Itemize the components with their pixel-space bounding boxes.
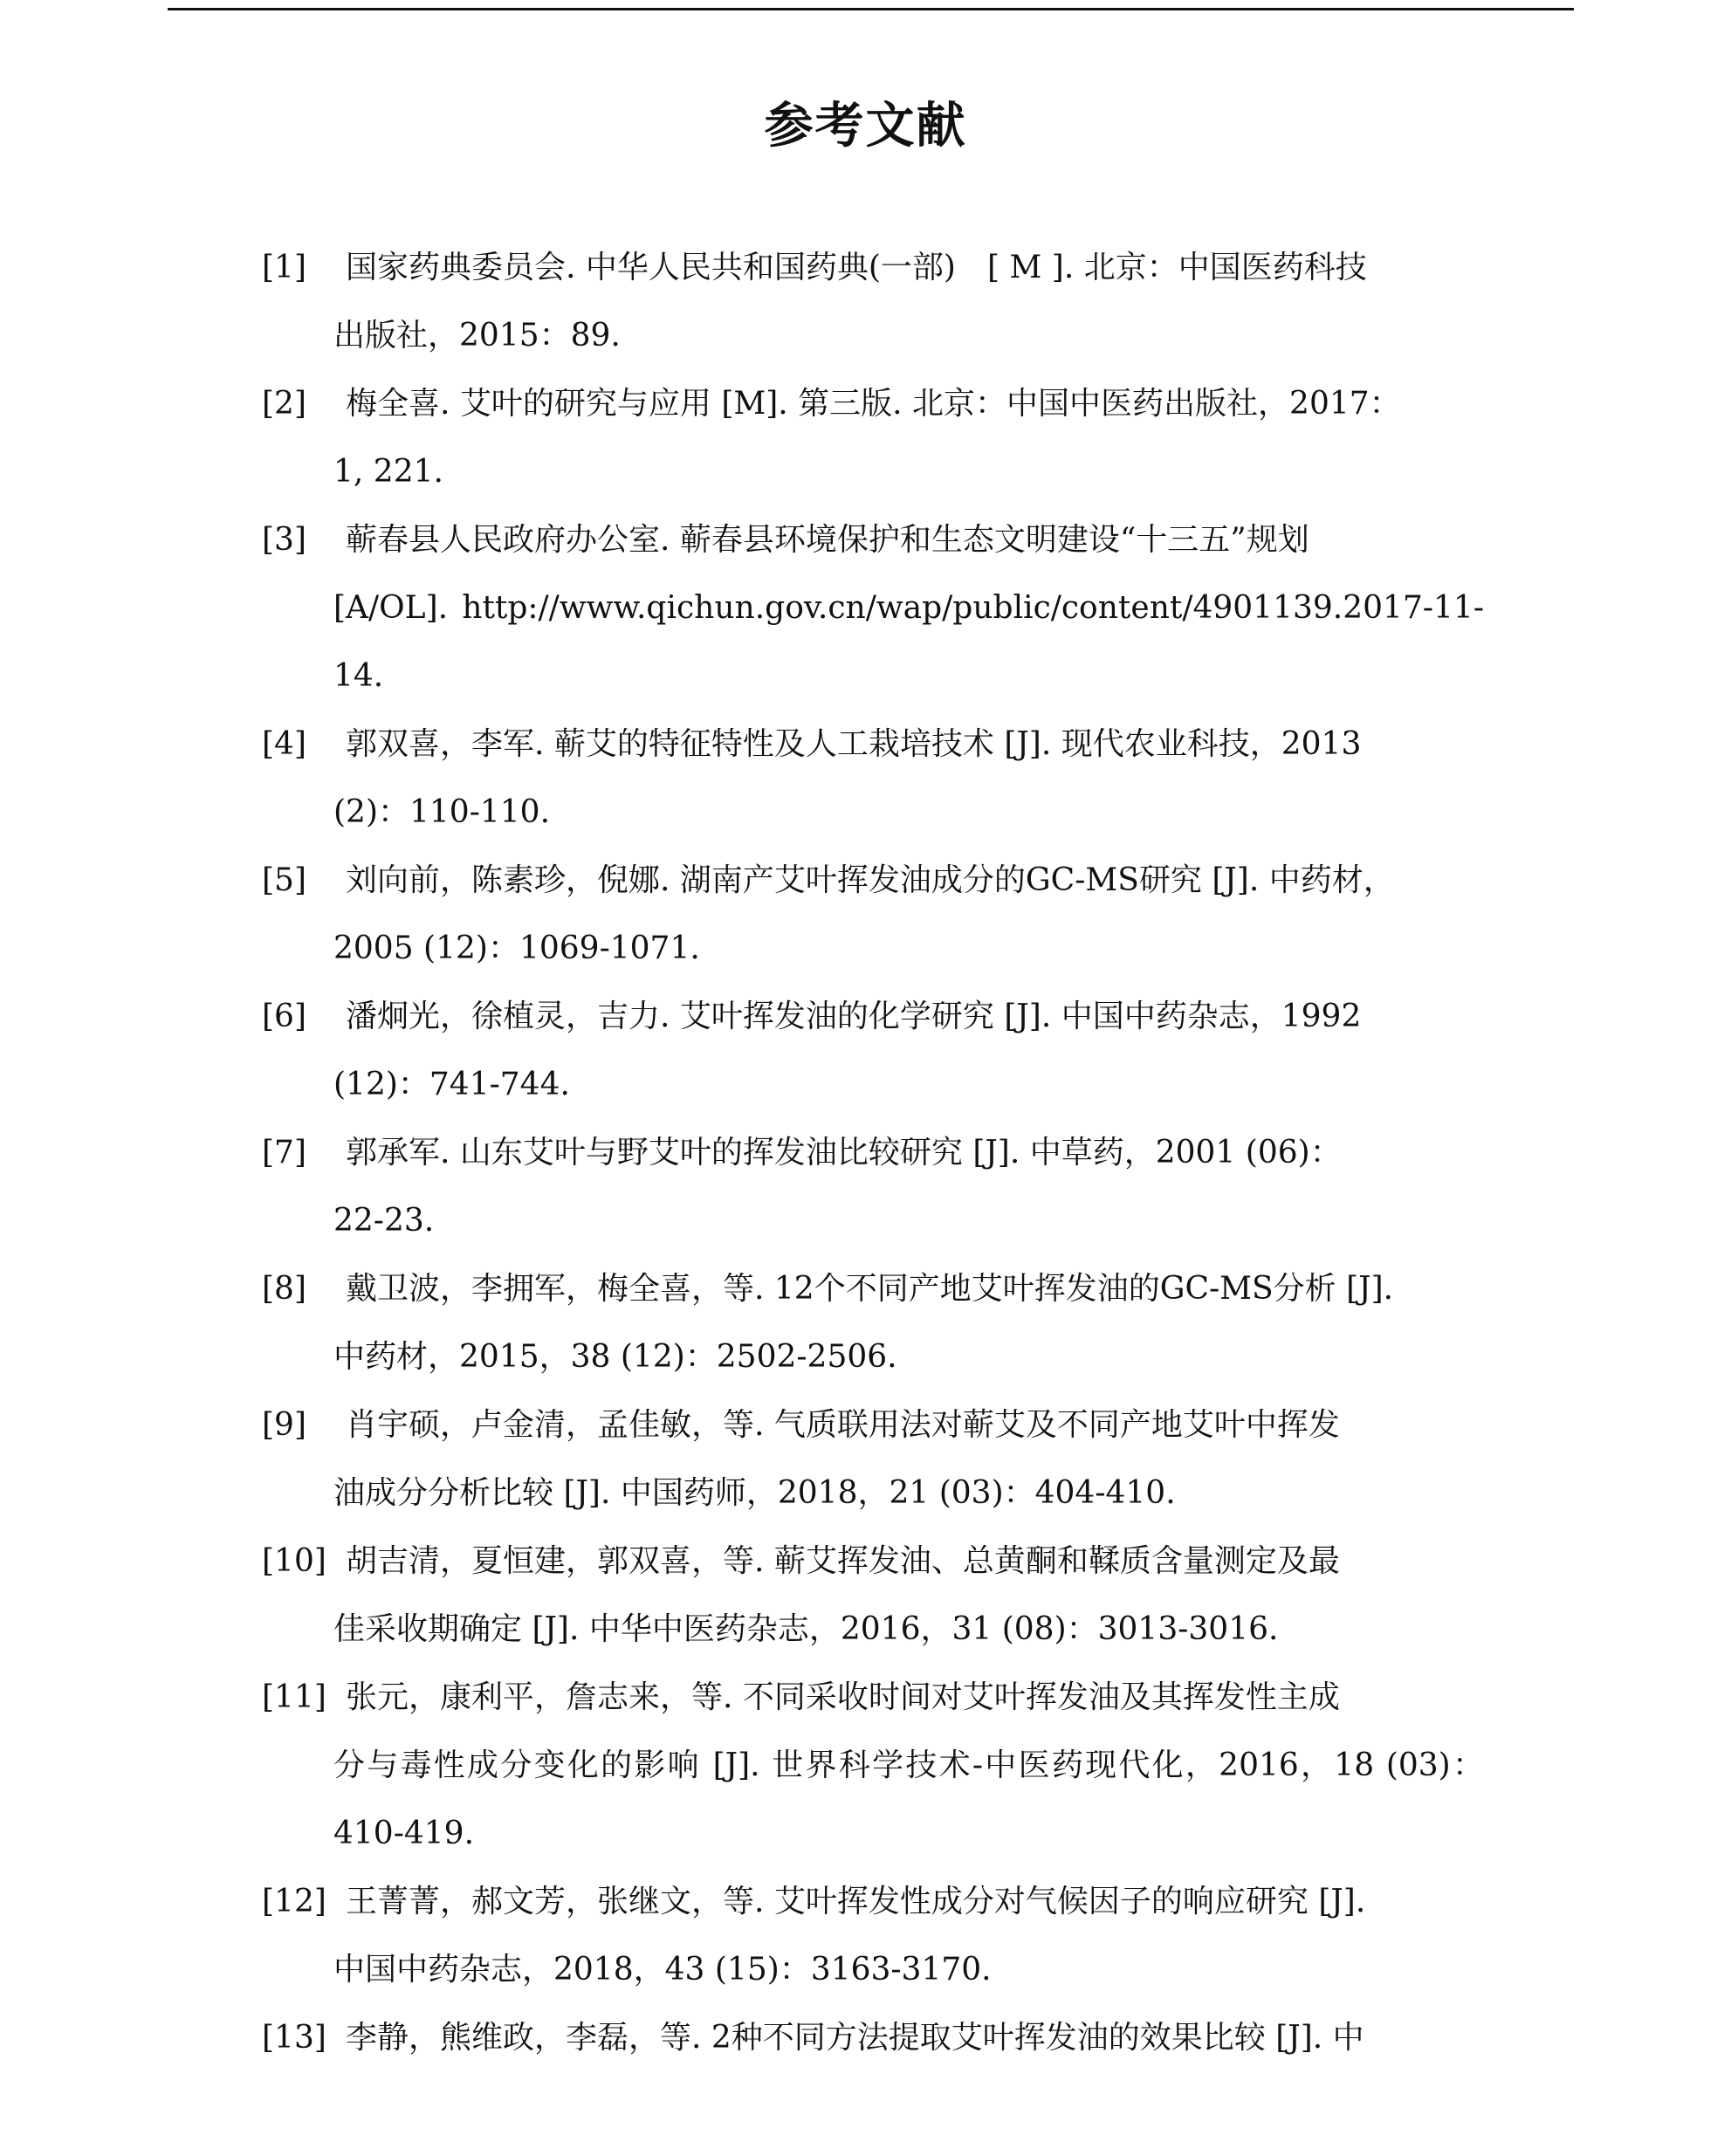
reference-text: 蕲春县人民政府办公室. 蕲春县环境保护和生态文明建设“十三五”规划 <box>346 522 1309 558</box>
reference-number: [13] <box>262 2020 326 2056</box>
reference-text: 李静，熊维政，李磊，等. 2种不同方法提取艾叶挥发油的效果比较 [J]. 中 <box>346 2020 1364 2056</box>
reference-item <box>262 1119 1484 1255</box>
reference-text-continued: [A/OL]. http://www.qichun.gov.cn/wap/public/content/4901139.2017-11-14. <box>333 590 1484 694</box>
reference-text: 刘向前，陈素珍，倪娜. 湖南产艾叶挥发油成分的GC-MS研究 [J]. 中药材， <box>346 862 1395 898</box>
reference-number: [11] <box>262 1679 326 1715</box>
reference-number: [1] <box>262 250 306 285</box>
reference-text: 胡吉清，夏恒建，郭双喜，等. 蕲艾挥发油、总黄酮和鞣质含量测定及最 <box>346 1543 1340 1579</box>
reference-item <box>262 1391 1484 1528</box>
header-rule <box>168 8 1574 10</box>
reference-text: 潘炯光，徐植灵，吉力. 艾叶挥发油的化学研究 [J]. 中国中药杂志，1992 <box>346 999 1362 1034</box>
reference-text-continued: 油成分分析比较 [J]. 中国药师，2018，21 (03)：404-410. <box>333 1475 1176 1511</box>
reference-number: [4] <box>262 726 306 762</box>
reference-number: [7] <box>262 1135 306 1171</box>
reference-number: [8] <box>262 1271 306 1307</box>
reference-text: 郭承军. 山东艾叶与野艾叶的挥发油比较研究 [J]. 中草药，2001 (06)： <box>346 1135 1342 1171</box>
reference-item <box>262 983 1484 1119</box>
reference-text: 肖宇硕，卢金清，孟佳敏，等. 气质联用法对蕲艾及不同产地艾叶中挥发 <box>346 1407 1340 1443</box>
reference-text-continued: 22-23. <box>333 1203 435 1239</box>
reference-text-continued: 中药材，2015，38 (12)：2502-2506. <box>333 1339 897 1375</box>
reference-text-continued: 中国中药杂志，2018，43 (15)：3163-3170. <box>333 1952 992 1988</box>
reference-item <box>262 1664 1484 1868</box>
reference-text: 国家药典委员会. 中华人民共和国药典(一部) [ M ]. 北京：中国医药科技 <box>346 250 1367 285</box>
reference-text-continued: 2005 (12)：1069-1071. <box>333 930 700 966</box>
reference-item <box>262 847 1484 983</box>
reference-text-continued: (12)：741-744. <box>333 1067 570 1102</box>
reference-number: [2] <box>262 386 306 422</box>
page-title: 参考文献 <box>764 97 967 154</box>
reference-text: 王菁菁，郝文芳，张继文，等. 艾叶挥发性成分对气候因子的响应研究 [J]. <box>346 1884 1366 1919</box>
reference-number: [6] <box>262 999 306 1034</box>
reference-item <box>262 1868 1484 2004</box>
reference-text: 梅全喜. 艾叶的研究与应用 [M]. 第三版. 北京：中国中医药出版社，2017： <box>346 386 1401 422</box>
reference-number: [12] <box>262 1884 326 1919</box>
reference-item <box>262 1528 1484 1664</box>
reference-text-continued: (2)：110-110. <box>333 794 551 830</box>
reference-text-continued: 1, 221. <box>333 454 443 490</box>
reference-item <box>262 1255 1484 1391</box>
reference-text: 郭双喜，李军. 蕲艾的特征特性及人工栽培技术 [J]. 现代农业科技，2013 <box>346 726 1362 762</box>
reference-number: [5] <box>262 862 306 898</box>
reference-number: [3] <box>262 522 306 558</box>
reference-item <box>262 506 1484 711</box>
reference-text: 戴卫波，李拥军，梅全喜，等. 12个不同产地艾叶挥发油的GC-MS分析 [J]. <box>346 1271 1394 1307</box>
reference-text-continued: 出版社，2015：89. <box>333 318 621 354</box>
reference-text: 张元，康利平，詹志来，等. 不同采收时间对艾叶挥发油及其挥发性主成 <box>346 1679 1340 1715</box>
reference-number: [9] <box>262 1407 306 1443</box>
reference-item <box>262 2004 1484 2072</box>
reference-list <box>262 234 1484 2072</box>
reference-text-continued: 分与毒性成分变化的影响 [J]. 世界科学技术-中医药现代化，2016，18 (03)：410-419. <box>333 1747 1484 1851</box>
reference-item <box>262 370 1484 506</box>
reference-number: [10] <box>262 1543 326 1579</box>
reference-item <box>262 234 1484 370</box>
reference-item <box>262 711 1484 847</box>
reference-text-continued: 佳采收期确定 [J]. 中华中医药杂志，2016，31 (08)：3013-3016. <box>333 1611 1279 1647</box>
